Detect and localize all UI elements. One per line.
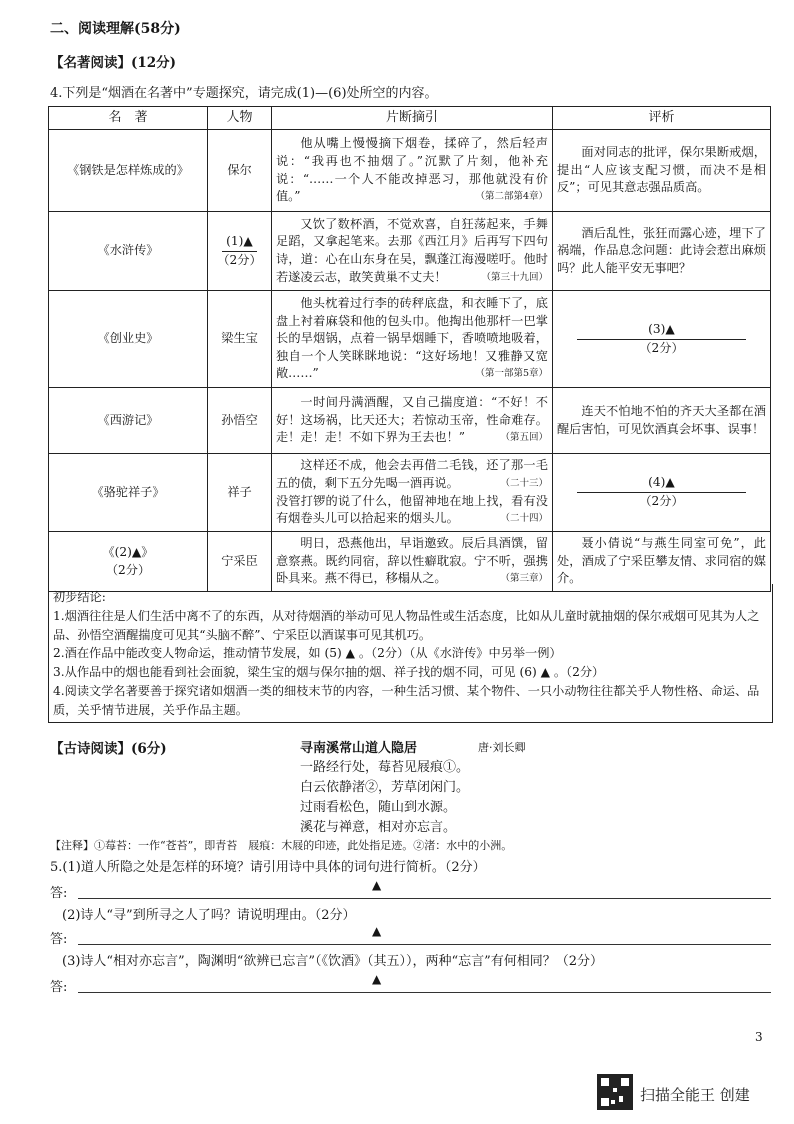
excerpt-source: （第三十九回） (481, 271, 548, 283)
blank-4[interactable]: (4)▲ (577, 474, 746, 493)
answer-label-1: 答: (50, 886, 68, 901)
page-number: 3 (755, 1030, 763, 1044)
excerpt-text: 他头枕着过行李的砖秤底盘，和衣睡下了，底盘上衬着麻袋和他的包头巾。他掏出他那杆一巴掌长的旱烟锅，点着一锅旱烟睡下，香喷喷地吸着，独自一个人笑眯眯地说：“这好场地！又雅静又宽敞……” (276, 296, 548, 381)
part2-heading: 【古诗阅读】(6分) (50, 741, 167, 757)
excerpt-text: 又饮了数杯酒，不觉欢喜，自狂荡起来，手舞足蹈，又拿起笔来。去那《西江月》后再写下四句诗，道：心在山东身在吴，飘蓬江海漫嗟吁。他时若遂凌云志，敢笑黄巢不丈夫！ (276, 216, 548, 284)
comment-cell: 聂小倩说“与燕生同室可免”，此处，酒成了宁采臣攀友情、求同宿的媒介。 (553, 532, 771, 592)
book-cell: 《创业史》 (49, 291, 208, 388)
conclusion-item-2[interactable]: 2.酒在作品中能改变人物命运，推动情节发展，如 (5) ▲ 。（2分）（从《水浒传》中另举一例） (53, 646, 562, 661)
blank-2[interactable]: 《(2)▲》 (102, 544, 154, 559)
book-cell: 《钢铁是怎样炼成的》 (49, 130, 208, 212)
question-5-3: (3)诗人“相对亦忘言”，陶渊明“欲辨已忘言”（《饮酒》（其五）），两种“忘言”有何相同？（2分） (62, 954, 604, 969)
blank-1-score: （2分） (217, 252, 262, 267)
conclusion-item-1: 1.烟酒往往是人们生活中离不了的东西，从对待烟酒的举动可见人物品性或生活态度，比如从儿童时就抽烟的保尔戒烟可见其为人之品、孙悟空酒醒揣度可见其“头脑不醉”、宁采臣以酒谋事可见其机巧。 (53, 608, 760, 642)
excerpt-source: （第三章） (500, 573, 548, 585)
book-cell: 《西游记》 (49, 388, 208, 454)
table-row (49, 291, 771, 388)
conclusion-item-4: 4.阅读文学名著要善于探究诸如烟酒一类的细枝末节的内容，一种生活习惯、某个物件、一只小动物往往都关乎人物性格、命运、品质，关乎情节进展，关乎作品主题。 (53, 683, 760, 717)
blank-3[interactable]: (3)▲ (577, 321, 746, 340)
character-cell: 祥子 (208, 454, 272, 532)
excerpt-text: 这样还不成，他会去再借二毛钱，还了那一毛五的债，剩下五分先喝一酒再说。 (276, 458, 548, 490)
blank-1[interactable]: (1)▲ (222, 233, 257, 252)
answer-triangle-3: ▲ (372, 972, 382, 986)
header-excerpt: 片断摘引 (272, 107, 553, 130)
excerpt-cell (272, 454, 553, 532)
answer-triangle-1: ▲ (372, 878, 382, 892)
section-title: 二、阅读理解(58分) (50, 21, 181, 37)
excerpt-cell (272, 291, 553, 388)
comment-blank-cell (553, 291, 771, 388)
conclusion-heading: 初步结论: (53, 590, 106, 604)
book-cell: 《水浒传》 (49, 212, 208, 291)
table-row (49, 532, 771, 592)
comment-blank-cell (553, 454, 771, 532)
table-row (49, 130, 771, 212)
comment-cell: 连天不怕地不怕的齐天大圣都在酒醒后害怕，可见饮酒真会坏事、误事！ (553, 388, 771, 454)
answer-triangle-2: ▲ (372, 924, 382, 938)
poem-body (300, 758, 469, 838)
poem-title: 寻南溪常山道人隐居 (300, 741, 418, 756)
book-blank-cell (49, 532, 208, 592)
table-row (49, 388, 771, 454)
qr-code-icon (597, 1074, 633, 1110)
table-row (49, 212, 771, 291)
poem-line-2: 白云依静渚②，芳草闭闲门。 (300, 780, 470, 795)
conclusion-box (48, 584, 773, 723)
answer-line-2[interactable] (78, 943, 771, 945)
comment-cell: 面对同志的批评，保尔果断戒烟，提出“人应该支配习惯，而决不是相反”；可见其意志强品质高。 (553, 130, 771, 212)
character-cell: 宁采臣 (208, 532, 272, 592)
excerpt-source-2: （二十四） (500, 513, 548, 525)
blank-2-score: （2分） (105, 562, 151, 577)
part1-heading: 【名著阅读】(12分) (50, 55, 177, 71)
excerpt-cell (272, 388, 553, 454)
poem-note: 【注释】①莓苔：一作“苍苔”，即青苔 屐痕：木屐的印迹，此处指足迹。②渚：水中的小洲。 (50, 839, 513, 852)
excerpt-text: 明日，恐燕他出，早诣邀致。辰后具酒馔，留意察燕。既约同宿，辞以性癖耽寂。宁不听，强携卧具来。燕不得已，移榻从之。 (276, 536, 548, 586)
table-row (49, 454, 771, 532)
excerpt-cell (272, 532, 553, 592)
excerpt-source: （第五回） (500, 432, 548, 444)
header-book: 名 著 (49, 107, 208, 130)
answer-line-3[interactable] (78, 991, 771, 993)
poem-line-4: 溪花与禅意，相对亦忘言。 (300, 820, 457, 835)
excerpt-text-2: 没管打锣的说了什么，他留神地在地上找，看有没有烟卷头儿可以拾起来的烟头儿。 (276, 493, 548, 526)
excerpt-cell (272, 130, 553, 212)
comment-cell: 酒后乱性，张狂而露心迹，埋下了祸端，作品息念问题：此诗会惹出麻烦吗？此人能平安无事吧？ (553, 212, 771, 291)
book-cell: 《骆驼祥子》 (49, 454, 208, 532)
watermark-text: 扫描全能王 创建 (640, 1086, 750, 1104)
answer-label-3: 答: (50, 980, 68, 995)
poem-line-3: 过雨看松色，随山到水源。 (300, 800, 457, 815)
blank-4-score: （2分） (639, 494, 684, 508)
excerpt-source: （第一部第5章） (475, 368, 548, 380)
excerpt-text: 一时间丹满酒醒，又自己揣度道：“不好！不好！这场祸，比天还大；若惊动玉帝，性命难存。走！走！走！不如下界为王去也！” (276, 395, 548, 445)
header-comment: 评析 (553, 107, 771, 130)
answer-line-1[interactable] (78, 897, 771, 899)
blank-3-score: （2分） (639, 340, 684, 355)
question-5-2: (2)诗人“寻”到所寻之人了吗？请说明理由。（2分） (62, 908, 356, 923)
character-blank-cell (208, 212, 272, 291)
header-character: 人物 (208, 107, 272, 130)
character-cell: 保尔 (208, 130, 272, 212)
poem-author: 唐·刘长卿 (478, 741, 526, 754)
works-table (48, 106, 771, 592)
answer-label-2: 答: (50, 932, 68, 947)
excerpt-source: （二十三） (500, 477, 548, 489)
character-cell: 梁生宝 (208, 291, 272, 388)
poem-line-1: 一路经行处，莓苔见屐痕①。 (300, 760, 470, 775)
question-4: 4.下列是“烟酒在名著中”专题探究，请完成(1)—(6)处所空的内容。 (50, 86, 438, 101)
excerpt-text: 他从嘴上慢慢摘下烟卷，揉碎了，然后轻声说：“我再也不抽烟了。”沉默了片刻，他补充说：“……一个人不能改掉恶习，那他就没有价值。” (276, 136, 548, 204)
excerpt-source: （第二部第4章） (475, 191, 548, 203)
conclusion-item-3[interactable]: 3.从作品中的烟也能看到社会面貌，梁生宝的烟与保尔抽的烟、祥子找的烟不同，可见 (6) ▲ 。（2分） (53, 665, 605, 680)
character-cell: 孙悟空 (208, 388, 272, 454)
excerpt-cell (272, 212, 553, 291)
question-5-1: 5.(1)道人所隐之处是怎样的环境？请引用诗中具体的词句进行简析。（2分） (50, 860, 486, 875)
